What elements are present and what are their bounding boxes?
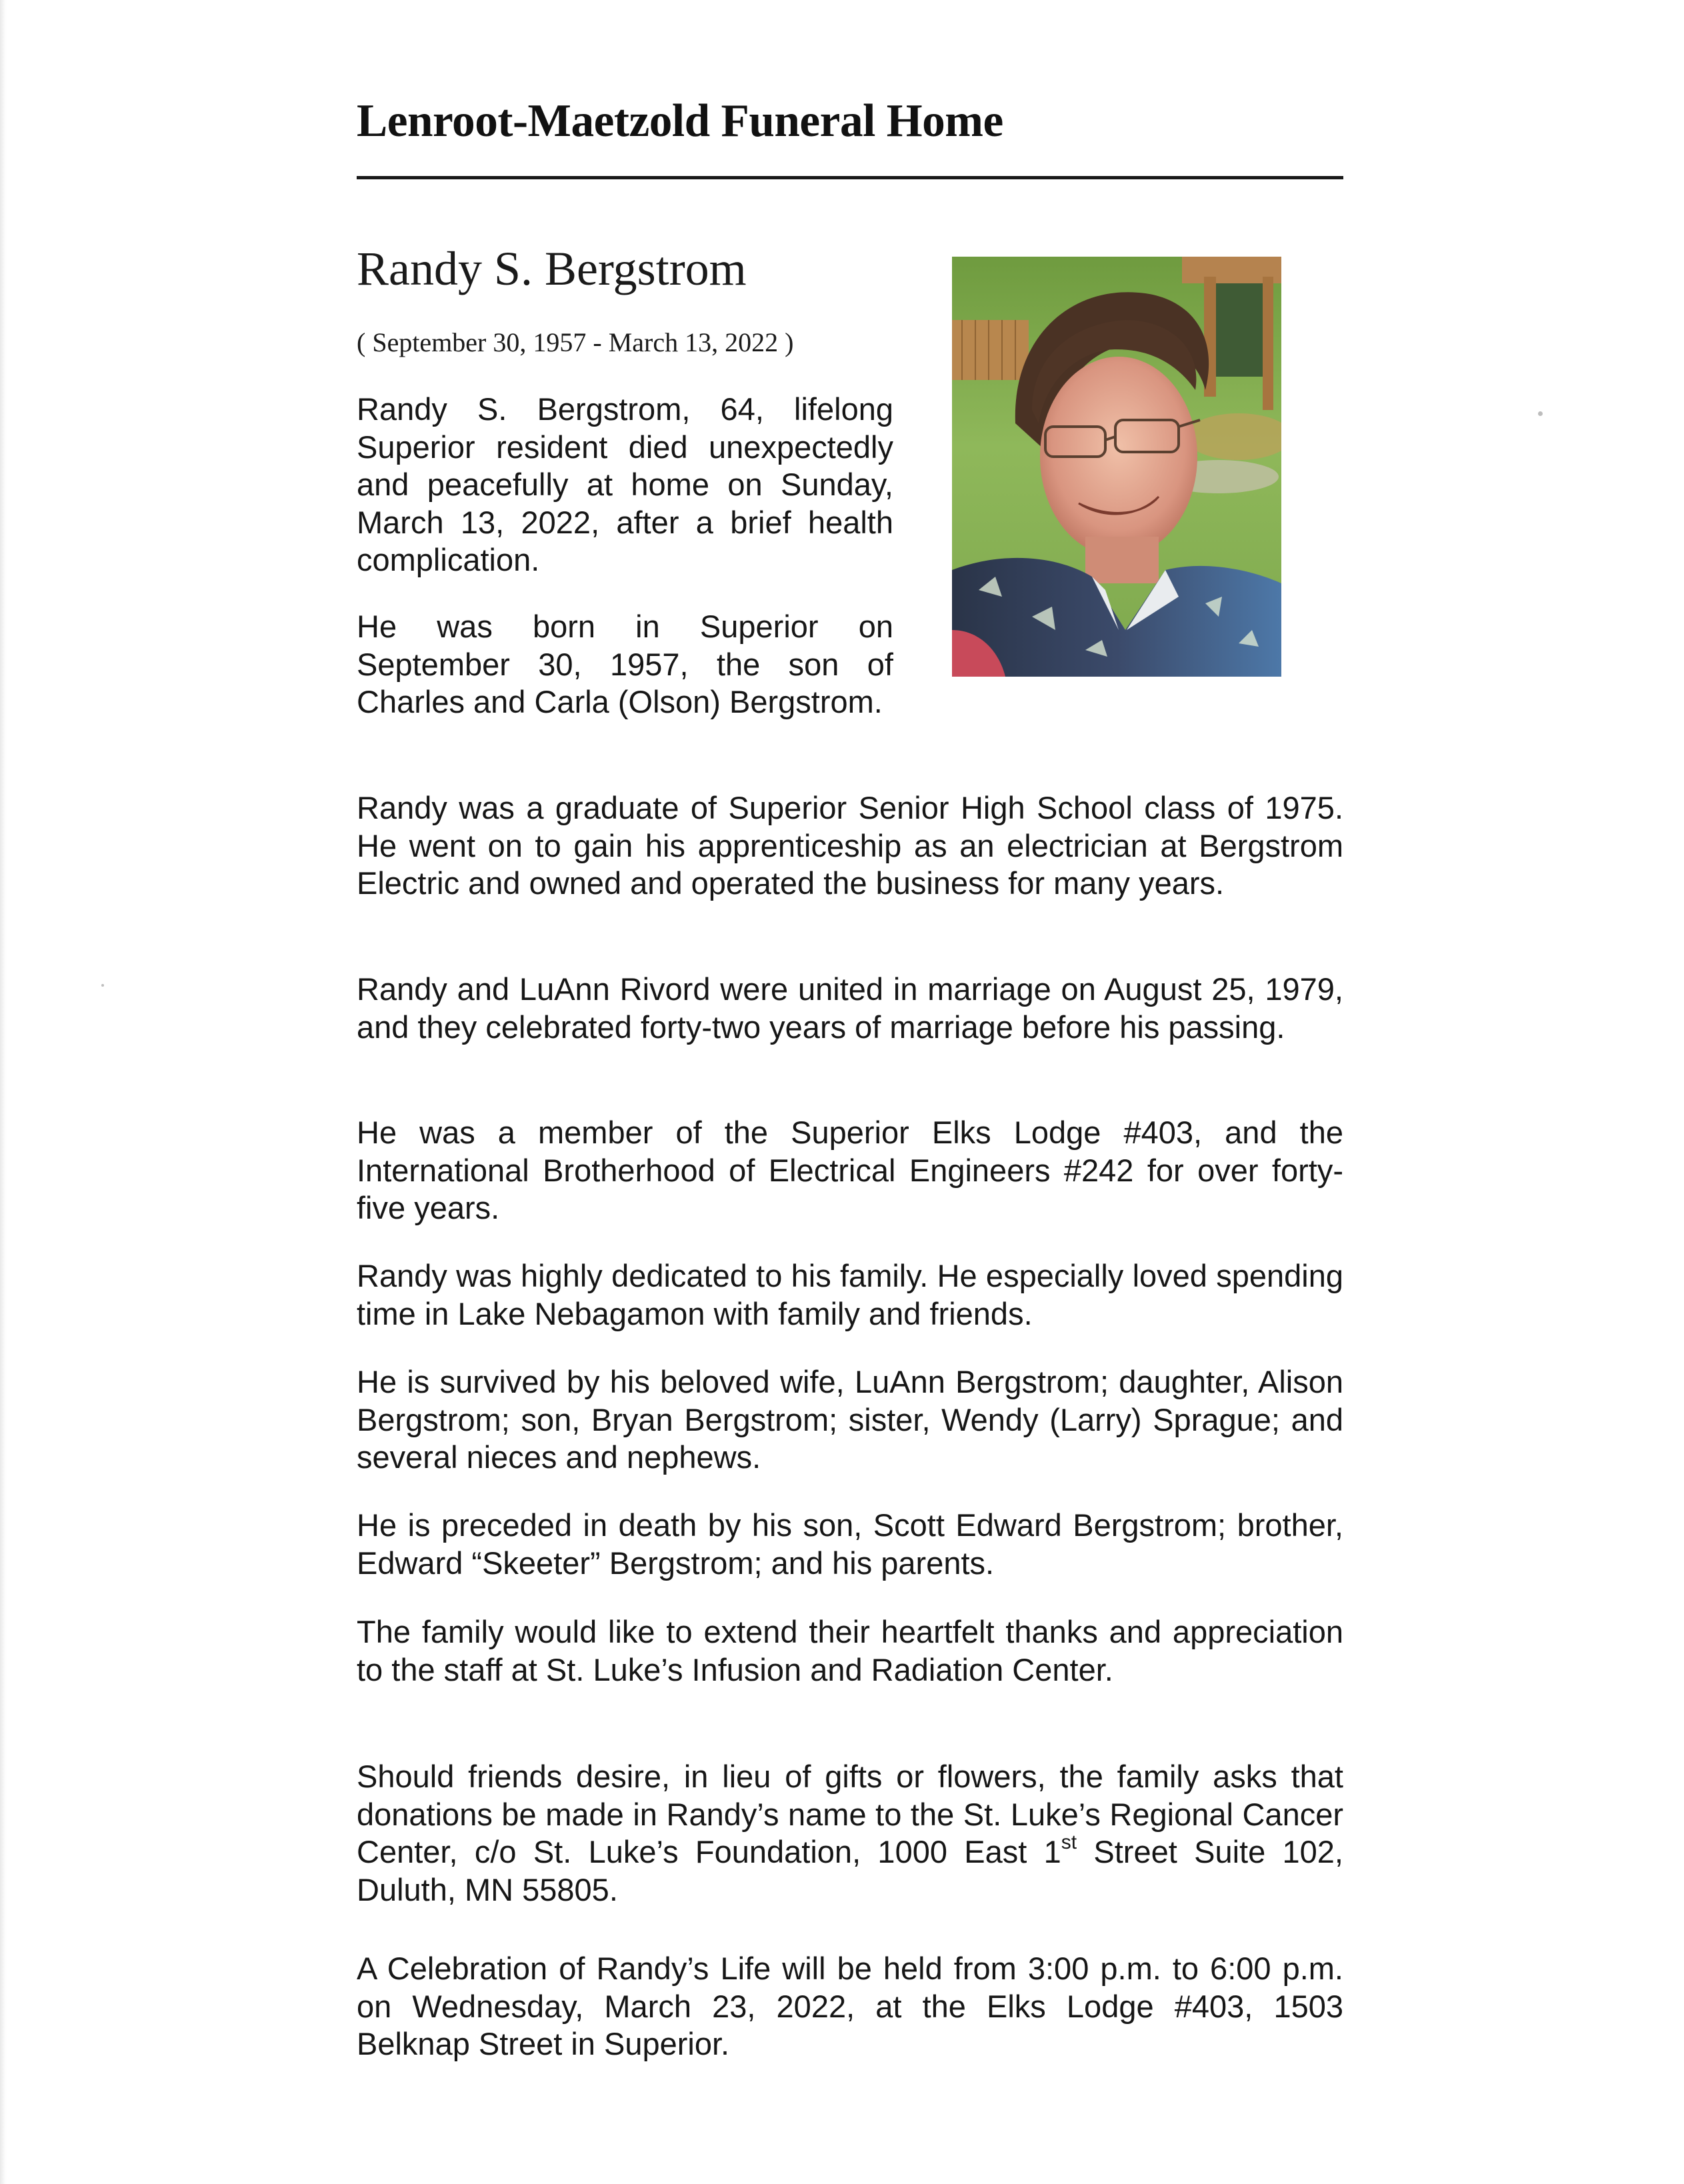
portrait-photo-icon <box>952 257 1281 677</box>
scan-edge-shadow <box>0 0 7 2184</box>
obituary-paragraph: He was born in Superior on September 30, 1957, the son of Charles and Carla (Olson) Bergstrom. <box>357 609 893 719</box>
obituary-paragraph: Randy was a graduate of Superior Senior High School class of 1975. He went on to gain his apprenticeship as an electrician at Bergstrom Electric and owned and operated the business for many years. <box>357 790 1343 901</box>
scan-speck <box>1538 411 1543 416</box>
scan-speck <box>101 984 104 987</box>
obituary-paragraph: Randy and LuAnn Rivord were united in marriage on August 25, 1979, and they celebrated forty-two years of marriage before his passing. <box>357 971 1343 1045</box>
donation-text-end: Street Suite 102, Duluth, MN 55805. <box>357 1834 1343 1907</box>
funeral-home-title: Lenroot-Maetzold Funeral Home <box>357 95 1003 147</box>
life-dates: ( September 30, 1957 - March 13, 2022 ) <box>357 327 794 357</box>
deceased-name: Randy S. Bergstrom <box>357 242 747 295</box>
ordinal-suffix: st <box>1061 1831 1077 1854</box>
donation-paragraph <box>357 1758 1343 1909</box>
portrait-photo <box>952 257 1281 677</box>
donation-text: Should friends desire, in lieu of gifts or flowers, the family asks that donations be made in Randy’s name to the St. Luke’s Regional Cancer Center, c/o St. Luke’s Foundation, 1000 East 1 <box>357 1759 1343 1869</box>
obituary-paragraph: He is survived by his beloved wife, LuAnn Bergstrom; daughter, Alison Bergstrom; son, Bryan Bergstrom; sister, Wendy (Larry) Sprague; and several nieces and nephews. <box>357 1364 1343 1475</box>
obituary-paragraph: Randy S. Bergstrom, 64, lifelong Superior resident died unexpectedly and peacefully at home on Sunday, March 13, 2022, after a brief health complication. <box>357 391 893 577</box>
obituary-paragraph: The family would like to extend their heartfelt thanks and appreciation to the staff at St. Luke’s Infusion and Radiation Center. <box>357 1614 1343 1687</box>
obituary-paragraph: Randy was highly dedicated to his family. He especially loved spending time in Lake Nebagamon with family and friends. <box>357 1258 1343 1331</box>
obituary-paragraph: He was a member of the Superior Elks Lodge #403, and the International Brotherhood of Electrical Engineers #242 for over forty-five years. <box>357 1115 1343 1225</box>
obituary-paragraph: He is preceded in death by his son, Scott Edward Bergstrom; brother, Edward “Skeeter” Bergstrom; and his parents. <box>357 1507 1343 1581</box>
celebration-paragraph: A Celebration of Randy’s Life will be held from 3:00 p.m. to 6:00 p.m. on Wednesday, March 23, 2022, at the Elks Lodge #403, 1503 Belknap Street in Superior. <box>357 1951 1343 2061</box>
header-divider <box>357 176 1343 179</box>
